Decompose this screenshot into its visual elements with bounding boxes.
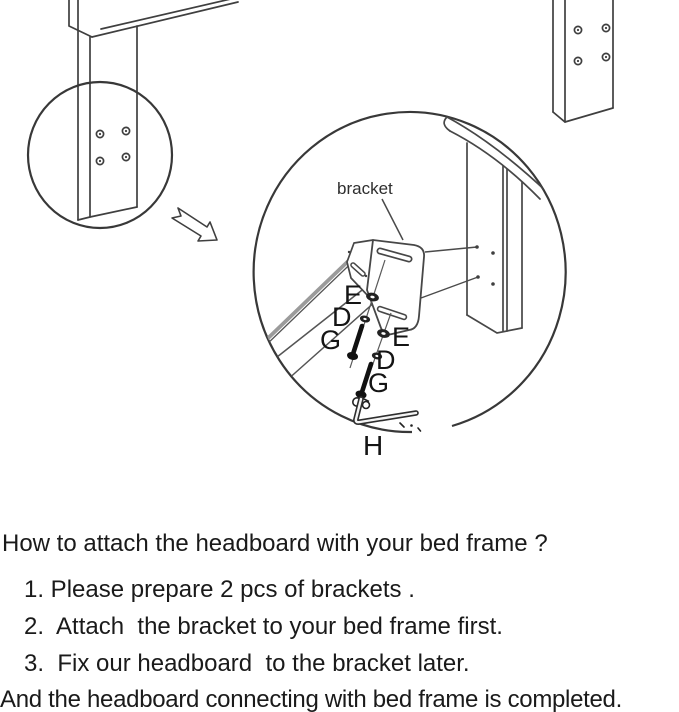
part-label-G2: G bbox=[368, 368, 390, 398]
panel-band-outer bbox=[447, 117, 548, 193]
part-label-D1: D bbox=[332, 302, 352, 332]
panel-bottom-edge bbox=[92, 2, 238, 37]
part-label-H: H bbox=[363, 430, 384, 461]
magnified-view bbox=[262, 117, 548, 409]
headboard-post-in-circle bbox=[444, 117, 548, 333]
instruction-step-1: 1. Please prepare 2 pcs of brackets . bbox=[24, 576, 415, 603]
bracket-leader-lines bbox=[421, 245, 480, 298]
instructions-heading: How to attach the headboard with your bed frame ? bbox=[2, 530, 548, 557]
panel-bottom-edge-back bbox=[101, 0, 235, 29]
part-label-G1: G bbox=[320, 325, 342, 355]
leg-bottom-edge bbox=[78, 207, 137, 220]
bracket-label-leader bbox=[382, 199, 403, 240]
zoom-arrow-icon bbox=[172, 208, 217, 241]
instruction-step-3: 3. Fix our headboard to the bracket later. bbox=[24, 650, 470, 677]
bracket-label: bracket bbox=[337, 179, 393, 198]
detail-circle-left bbox=[28, 82, 172, 228]
instruction-step-2: 2. Attach the bracket to your bed frame first. bbox=[24, 613, 503, 640]
part-label-E1: E bbox=[344, 280, 363, 310]
part-label-E2: E bbox=[392, 322, 411, 352]
post-bolt-holes bbox=[574, 24, 609, 64]
bedframe-post-right-drawing bbox=[553, 0, 613, 122]
motion-marks bbox=[400, 423, 421, 431]
part-label-D2: D bbox=[376, 345, 396, 375]
instructions-footer: And the headboard connecting with bed frame is completed. bbox=[0, 686, 622, 712]
headboard-leg-drawing bbox=[69, 0, 238, 220]
bolt-G1 bbox=[353, 326, 362, 354]
post-bottom-edge bbox=[553, 108, 613, 122]
panel-left-edge bbox=[69, 0, 92, 37]
leg-bolt-holes bbox=[96, 127, 129, 164]
